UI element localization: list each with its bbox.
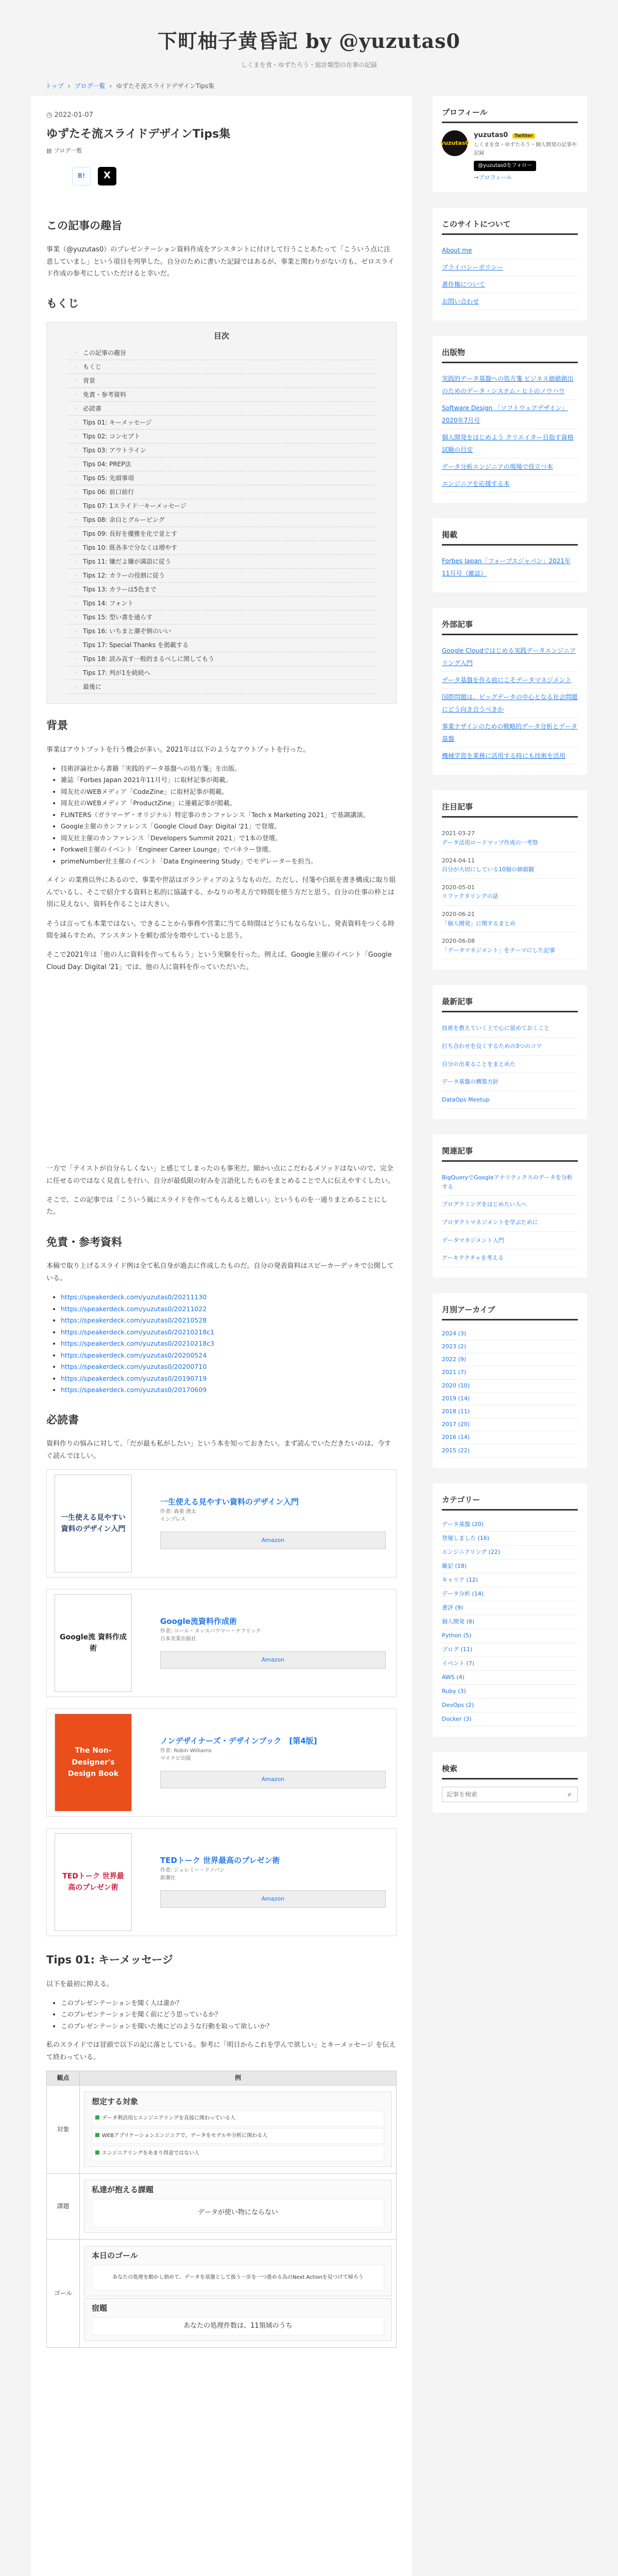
slide-card-target: 想定する対象 データ利活用とエンジニアリングを直接に関わっている人 WEBアプリケーションエンジニアで、データをモデルや分析に関わる人 エンジニアリングをあまり得意ではない人 bbox=[84, 2092, 392, 2167]
external-article-item bbox=[442, 718, 578, 748]
category-item bbox=[442, 1629, 578, 1643]
toc-title: 目次 bbox=[213, 331, 229, 341]
search-input[interactable] bbox=[442, 1787, 562, 1802]
about-item-link[interactable]: プライバシーポリシー bbox=[442, 264, 504, 272]
list-item: • 岡友社のWEBメディア「ProductZine」に連載記事が掲載。 bbox=[61, 798, 397, 809]
twitter-follow-button[interactable]: @yuzutas0をフォロー bbox=[474, 161, 536, 171]
related-widget: 関連記事 BigQueryでGoogleアナリティクスのデータを分析する プログラミングをはじめたい人へ プロダクトマネジメントを学ぶために データマネジメント入門 アーキテクチャを考える bbox=[433, 1134, 587, 1278]
site-title[interactable]: 下町柚子黄昏記 by @yuzutas0 bbox=[157, 29, 461, 53]
table-header: 例 bbox=[80, 2071, 397, 2086]
clock-icon: ◷ bbox=[46, 111, 53, 119]
books-text: 資料作りの悩みに対して、「だが最も私がしたい」という本を知っておきたい。まず読んでいただきたいのは、今すぐ読んでほしい。 bbox=[46, 1440, 391, 1460]
book-title[interactable]: Google流資料作成術 bbox=[160, 1616, 237, 1626]
category-item bbox=[442, 1643, 578, 1657]
post-date: ◷ 2022-01-07 bbox=[46, 110, 397, 121]
recent-item-link[interactable]: 自分の出来ることをまとめた bbox=[442, 1060, 516, 1067]
table-header: 観点 bbox=[47, 2071, 80, 2086]
speakerdeck-link[interactable]: https://speakerdeck.com/yuzutas0/20211130 bbox=[61, 1293, 207, 1301]
profile-bio: しくまを食・ゆずたろう・個人開発の記事や記録 bbox=[474, 142, 577, 156]
embedded-slide-placeholder bbox=[46, 986, 397, 1150]
toc-item[interactable]: · Tips 06: 前口前行 bbox=[67, 485, 375, 499]
list-item bbox=[61, 1338, 397, 1350]
archive-item-link[interactable]: 2019 (14) bbox=[442, 1395, 470, 1402]
related-item bbox=[442, 1169, 578, 1196]
amazon-button[interactable]: Amazon bbox=[160, 1532, 386, 1549]
archive-item-link[interactable]: 2022 (9) bbox=[442, 1356, 467, 1363]
amazon-button[interactable]: Amazon bbox=[160, 1771, 386, 1788]
summary-text: 事業（@yuzutas0）のプレゼンテーション資料作成をアシスタントに付けして行うことあたって「こういう点に注意していまし」という項目を列挙した。自分のために書いた記録ではあるが、事業と関わりがない方も、ゼロスライド作成の参考にしていただけると幸いだ。 bbox=[46, 246, 394, 278]
related-item-link[interactable]: BigQueryでGoogleアナリティクスのデータを分析する bbox=[442, 1174, 573, 1190]
archive-item-link[interactable]: 2018 (11) bbox=[442, 1408, 470, 1415]
book-title[interactable]: 一生使える見やすい資料のデザイン入門 bbox=[160, 1497, 299, 1506]
toc-item[interactable]: · この記事の趣旨 bbox=[67, 346, 375, 360]
heading-books: 必読書 bbox=[46, 1413, 79, 1426]
external-article-item-link[interactable]: 機械学習を業務に活用する時にも技術を活用 bbox=[442, 752, 566, 760]
recent-item bbox=[442, 1056, 578, 1074]
about-widget: このサイトについて About me プライバシーポリシー 著作権について お問い合わせ bbox=[433, 208, 587, 320]
breadcrumb-separator: › bbox=[109, 82, 112, 90]
book-card bbox=[46, 1708, 397, 1817]
archive-item-link[interactable]: 2015 (22) bbox=[442, 1447, 470, 1454]
archive-item-link[interactable]: 2024 (3) bbox=[442, 1330, 467, 1337]
speakerdeck-link[interactable]: https://speakerdeck.com/yuzutas0/20200710 bbox=[61, 1363, 207, 1371]
amazon-button[interactable]: Amazon bbox=[160, 1651, 386, 1669]
list-item bbox=[61, 1384, 397, 1396]
book-cover[interactable]: The Non-Designer's Design Book bbox=[55, 1714, 132, 1811]
external-article-item-link[interactable]: 事業テザインのための戦略的データ分析とデータ基盤 bbox=[442, 723, 578, 743]
list-item bbox=[61, 1361, 397, 1373]
external-article-item bbox=[442, 689, 578, 718]
book-publisher: 日本実業出版社 bbox=[160, 1636, 196, 1642]
publication-item-link[interactable]: データ分析エンジニアの現場で役立つ本 bbox=[442, 463, 553, 471]
list-item: • このプレゼンテーションを聞く人は誰か？ bbox=[61, 1997, 397, 2009]
list-item: • Google主催のカンファレンス「Google Cloud Day: Digital '21」で登壇。 bbox=[61, 821, 397, 833]
category-item bbox=[442, 1573, 578, 1587]
archive-item bbox=[442, 1353, 578, 1366]
tips01-intro: 以下を最初に抑える。 bbox=[46, 1980, 114, 1988]
book-title[interactable]: TEDトーク 世界最高のプレゼン術 bbox=[160, 1855, 280, 1865]
search-widget: 検索 記事を検索 ⌕ bbox=[433, 1752, 587, 1812]
toc-item[interactable]: · Tips 16: いちまと潮ぞ倒のいい bbox=[67, 624, 375, 638]
about-item bbox=[442, 259, 578, 276]
list-item: • primeNumber社主催のイベント「Data Engineering Study」でモデレーターを担当。 bbox=[61, 856, 397, 868]
category-item bbox=[442, 1657, 578, 1671]
ranking-link[interactable]: リファクタリングの話 bbox=[442, 893, 499, 900]
list-item: • 雑誌「Forbes Japan 2021年11月号」に取材記事が掲載。 bbox=[61, 774, 397, 786]
site-description: しくまを食・ゆずたろう・総計類型の在事の記録 bbox=[241, 61, 377, 69]
archive-item-link[interactable]: 2017 (20) bbox=[442, 1421, 470, 1428]
archive-item bbox=[442, 1445, 578, 1458]
book-cover[interactable]: TEDトーク 世界最高のプレゼン術 bbox=[55, 1833, 132, 1931]
speakerdeck-link[interactable]: https://speakerdeck.com/yuzutas0/20211022 bbox=[61, 1304, 207, 1313]
book-title[interactable]: ノンデザイナーズ・デザインブック [第4版] bbox=[160, 1736, 317, 1745]
ranking-link[interactable]: 「個人開発」に関するまとめ bbox=[442, 920, 516, 927]
archive-item bbox=[442, 1393, 578, 1405]
category-item bbox=[442, 1713, 578, 1726]
toc-item[interactable]: · 免責・参考資料 bbox=[67, 388, 375, 402]
recent-item bbox=[442, 1038, 578, 1056]
ranking-link[interactable]: 「データマネジメント」をテーマにした記事 bbox=[442, 946, 555, 954]
toc-item[interactable]: · Tips 12: カラーの役割に従う bbox=[67, 569, 375, 583]
related-item-link[interactable]: アーキテクチャを考える bbox=[442, 1255, 504, 1262]
publication-item-link[interactable]: Software Design 「ソフトウェアデザイン」2020年7月号 bbox=[442, 404, 568, 425]
publication-item bbox=[442, 459, 578, 476]
sidebar bbox=[433, 96, 587, 2576]
profile-widget: プロフィール yuzutas0 yuzutas0 Twitter しくまを食・ゆずたろう・個人開発の記事や記録 @yuzutas0をフォロー →プロフィール bbox=[433, 96, 587, 192]
category-item bbox=[442, 1560, 578, 1573]
media-item-link[interactable]: Forbes Japan「フォーブスジャパン」2021年11月号（雑誌） bbox=[442, 557, 571, 578]
category-item-link[interactable]: データ基盤 (20) bbox=[442, 1520, 484, 1528]
book-cover[interactable]: Google流 資料作成術 bbox=[55, 1594, 132, 1692]
toc-item[interactable]: · Tips 05: 先頭事項 bbox=[67, 471, 375, 485]
ranking-item bbox=[442, 852, 578, 879]
breadcrumb-current: ゆずたそ流スライドデザインTips集 bbox=[116, 82, 215, 90]
category-item bbox=[442, 1671, 578, 1685]
publications-widget: 出版物 実践的データ基盤への処方箋 ビジネス価値創出のためのデータ・システム・ヒトのノウハウ Software Design 「ソフトウェアデザイン」2020年7月号 個人開発をはじめよう クリエイター目指す資格試験の目安 データ分析エンジニアの現場で役立つ本 エンジニアを応援する本 bbox=[433, 336, 587, 503]
ranking-item bbox=[442, 879, 578, 906]
archive-item bbox=[442, 1418, 578, 1431]
ranking-date: 2020-06-08 bbox=[442, 938, 475, 945]
toc-item[interactable]: · Tips 15: 型い書を通らす bbox=[67, 611, 375, 624]
heading-background: 背景 bbox=[46, 719, 68, 732]
publication-item bbox=[442, 400, 578, 429]
speakerdeck-link[interactable]: https://speakerdeck.com/yuzutas0/20210528 bbox=[61, 1316, 207, 1325]
slide-card-homework: 宿題 あなたの処理件数は、11領域のうち bbox=[84, 2298, 392, 2341]
book-card bbox=[46, 1469, 397, 1578]
about-item bbox=[442, 242, 578, 259]
archive-item bbox=[442, 1431, 578, 1444]
category-item-link[interactable]: データ分析 (14) bbox=[442, 1590, 484, 1597]
category-item bbox=[442, 1587, 578, 1601]
toc-item[interactable]: · 必読書 bbox=[67, 402, 375, 416]
toc-item[interactable]: · Tips 18: 読み直す一般的まるべしに関してもう bbox=[67, 652, 375, 666]
toc-item[interactable]: · Tips 07: 1スライド一キーメッセージ bbox=[67, 499, 375, 513]
toc-item[interactable]: · Tips 17: 判が1を続続へ bbox=[67, 666, 375, 680]
toc-item[interactable]: · Tips 13: カラーは5色まで bbox=[67, 583, 375, 597]
category-item-link[interactable]: Python (5) bbox=[442, 1632, 472, 1639]
speakerdeck-link[interactable]: https://speakerdeck.com/yuzutas0/20210218c1 bbox=[61, 1328, 215, 1336]
external-article-item-link[interactable]: データ基盤を作る前にこそデータマネジメント bbox=[442, 676, 572, 684]
ranking-item bbox=[442, 906, 578, 933]
book-author: 作者: Robin Williams bbox=[160, 1748, 212, 1754]
heading-tips01: Tips 01: キーメッセージ bbox=[46, 1953, 173, 1966]
list-item: • 岡友社のWEBメディア「CodeZine」に取材記事が掲載。 bbox=[61, 786, 397, 798]
category-item-link[interactable]: DevOps (2) bbox=[442, 1701, 474, 1708]
speakerdeck-link[interactable]: https://speakerdeck.com/yuzutas0/20170609 bbox=[61, 1386, 207, 1394]
list-item: • 岡友社主催のカンファレンス「Developers Summit 2021」で1本の登壇。 bbox=[61, 833, 397, 844]
category-item bbox=[442, 1518, 578, 1532]
list-item bbox=[61, 1315, 397, 1327]
background-paragraph: そこで2021年は「他の人に資料を作ってもらう」という実験を行った。例えば、Google主催のイベント「Google Cloud Day: Digital '21」では、他の人に資料を作っていただいた。 bbox=[46, 951, 392, 971]
recent-item-link[interactable]: データ基盤の構築方針 bbox=[442, 1078, 499, 1086]
heading-summary: この記事の趣旨 bbox=[46, 219, 122, 232]
list-item: • このプレゼンテーションを聞く前にどう思っているか？ bbox=[61, 2009, 397, 2021]
category-item-link[interactable]: Ruby (3) bbox=[442, 1687, 466, 1694]
toc-item[interactable]: · Tips 14: フォント bbox=[67, 597, 375, 611]
category-item-link[interactable]: 個人開発 (8) bbox=[442, 1618, 475, 1625]
breadcrumb-home[interactable]: トップ bbox=[45, 82, 64, 90]
slide-card-goal: 本日のゴール あなたの処理を動かし始めて、データを基盤として扱う一歩を一つ進める為のNext Actionを見つけて帰ろう bbox=[84, 2246, 392, 2296]
toc-item[interactable]: · Tips 08: 余白とグルーピング bbox=[67, 513, 375, 527]
ranking-item bbox=[442, 825, 578, 852]
profile-link[interactable]: →プロフィール bbox=[474, 174, 512, 181]
external-article-item bbox=[442, 672, 578, 689]
ranking-link[interactable]: データ活用ロードマップ作成の一考察 bbox=[442, 839, 538, 846]
recent-item-link[interactable]: 技術を教えていく上で心に留めておくこと bbox=[442, 1025, 550, 1032]
row-label: ゴール bbox=[47, 2240, 80, 2348]
article-title: ゆずたそ流スライドデザインTips集 bbox=[46, 127, 231, 141]
book-publisher: 新潮社 bbox=[160, 1875, 176, 1881]
publication-item-link[interactable]: 実践的データ基盤への処方箋 ビジネス価値創出のためのデータ・システム・ヒトのノウハウ bbox=[442, 375, 574, 395]
archive-item bbox=[442, 1341, 578, 1353]
related-item-link[interactable]: プログラミングをはじめたい人へ bbox=[442, 1201, 527, 1208]
toc-item[interactable]: · Tips 04: PREP法 bbox=[67, 457, 375, 471]
book-card bbox=[46, 1589, 397, 1697]
ranking-date: 2021-03-27 bbox=[442, 830, 475, 837]
breadcrumb-category[interactable]: ブログ一覧 bbox=[74, 82, 106, 90]
external-article-item bbox=[442, 642, 578, 672]
external-article-item bbox=[442, 748, 578, 765]
category-item-link[interactable]: 書評 (9) bbox=[442, 1604, 464, 1611]
list-item bbox=[61, 1373, 397, 1385]
recent-item-link[interactable]: DataOps Meetup bbox=[442, 1096, 490, 1103]
background-paragraph: そこで、この記事では「こういう風にスライドを作ってもらえると嬉しい」というものを一通りまとめることにした。 bbox=[46, 1196, 388, 1216]
tips01-paragraph: 私のスライドでは冒頭で以下の記に落としている。参考に「明日からこれを学んで欲しい」とキーメッセージ を伝えて終わっている。 bbox=[46, 2041, 396, 2061]
category-item bbox=[442, 1532, 578, 1546]
archive-widget: 月別アーカイブ 2024 (3) 2023 (2) 2022 (9) 2021 (7) 2020 (10) 2019 (14) 2018 (11) 2017 (20) 2016 (14) 2015 (22) bbox=[433, 1293, 587, 1468]
avatar[interactable]: yuzutas0 bbox=[442, 130, 468, 156]
publication-item bbox=[442, 476, 578, 493]
search-icon[interactable]: ⌕ bbox=[568, 1790, 572, 1799]
recent-widget: 最新記事 技術を教えていく上で心に留めておくこと 打ち合わせを良くするための3つのコツ 自分の出来ることをまとめた データ基盤の構築方針 DataOps Meetup bbox=[433, 985, 587, 1119]
external-articles-widget: 外部記事 Google Cloudではじめる実践データエンジニアリング入門 データ基盤を作る前にこそデータマネジメント 国際問題は、ビッグデータの中心となる社会問題にどう向き合うべきか 事業テザインのための戦略的データ分析とデータ基盤 機械学習を業務に活用する時にも技術を活用 bbox=[433, 608, 587, 775]
about-item bbox=[442, 276, 578, 293]
ranking-item bbox=[442, 933, 578, 959]
book-card bbox=[46, 1828, 397, 1936]
list-item bbox=[61, 1350, 397, 1362]
toc-item[interactable]: · Tips 01: キーメッセージ bbox=[67, 416, 375, 430]
background-paragraph: そうは言っても本業ではない。できることから事務や営業に当てる時間はどうにもならないし、発表資料をつくる時間を減らすため、アシスタントを頼む部分を増やしていると思う。 bbox=[46, 920, 395, 940]
category-item bbox=[442, 1685, 578, 1699]
related-item bbox=[442, 1232, 578, 1250]
toc-item[interactable]: · 最後に bbox=[67, 680, 375, 694]
book-author: 作者: コール・ヌッスバウマー・ナフリック bbox=[160, 1628, 261, 1634]
list-item bbox=[61, 1303, 397, 1315]
amazon-button[interactable]: Amazon bbox=[160, 1890, 386, 1908]
about-item bbox=[442, 293, 578, 310]
breadcrumb-separator: › bbox=[67, 82, 71, 90]
book-cover[interactable]: 一生使える見やすい資料のデザイン入門 bbox=[55, 1475, 132, 1572]
category-item bbox=[442, 1546, 578, 1560]
archive-item-link[interactable]: 2016 (14) bbox=[442, 1434, 470, 1441]
external-article-item-link[interactable]: Google Cloudではじめる実践データエンジニアリング入門 bbox=[442, 647, 576, 667]
category-item-link[interactable]: 雑記 (18) bbox=[442, 1562, 467, 1569]
ranking-date: 2020-06-21 bbox=[442, 910, 475, 918]
toc-item[interactable]: · もくじ bbox=[67, 360, 375, 374]
keymessage-table bbox=[46, 2071, 397, 2348]
list-item: • Forkwell主催のイベント「Engineer Career Lounge」でパネラー登壇。 bbox=[61, 844, 397, 856]
disclaimer-text: 本稿で取り上げるスライド例は全て私自身が過去に作成したものだ。自分の発表資料はスピーカーデッキで公開している。 bbox=[46, 1262, 394, 1282]
heading-toc: もくじ bbox=[46, 297, 79, 310]
related-item-link[interactable]: データマネジメント入門 bbox=[442, 1236, 504, 1244]
folder-icon: ▤ bbox=[46, 147, 52, 154]
recent-item-link[interactable]: 打ち合わせを良くするための3つのコツ bbox=[442, 1042, 542, 1049]
site-header bbox=[0, 0, 618, 77]
toc-item[interactable]: · Tips 11: 嫌だよ嫌が満語に従う bbox=[67, 555, 375, 569]
archive-item-link[interactable]: 2021 (7) bbox=[442, 1369, 467, 1376]
ranking-widget: 注目記事 2021-03-27 データ活用ロードマップ作成の一考察 2024-04-11 自分が大切にしている10個の価値観 2020-05-01 リファクタリングの話 2020-06-21 「個人開発」に関するまとめ 2020-06-08 「データマネジメント」をテーマにした記事 bbox=[433, 790, 587, 970]
recent-item bbox=[442, 1020, 578, 1038]
list-item: • FLINTERS（ガラマーゲ・オリジナル）特定事のカンファレンス「Tech x Marketing 2021」で基調講演。 bbox=[61, 809, 397, 821]
category-item-link[interactable]: エンジニアリング (22) bbox=[442, 1548, 501, 1555]
speakerdeck-link[interactable]: https://speakerdeck.com/yuzutas0/20200524 bbox=[61, 1351, 207, 1359]
category-item bbox=[442, 1699, 578, 1713]
archive-item-link[interactable]: 2020 (10) bbox=[442, 1382, 470, 1389]
breadcrumb bbox=[0, 77, 618, 96]
share-buttons bbox=[72, 167, 397, 185]
toc-item[interactable]: · Tips 03: アウトライン bbox=[67, 444, 375, 457]
external-article-item-link[interactable]: 国際問題は、ビッグデータの中心となる社会問題にどう向き合うべきか bbox=[442, 693, 578, 714]
recent-item bbox=[442, 1073, 578, 1091]
archive-item bbox=[442, 1380, 578, 1393]
toc-item[interactable]: · Tips 10: 既各多で分なくは増やす bbox=[67, 541, 375, 555]
category-item bbox=[442, 1601, 578, 1615]
ranking-link[interactable]: 自分が大切にしている10個の価値観 bbox=[442, 866, 534, 873]
category-item-link[interactable]: Docker (3) bbox=[442, 1715, 472, 1722]
archive-item bbox=[442, 1405, 578, 1418]
background-intro: 事業はアウトプットを行う機会が多い。2021年は以下のようなアウトプットを行った。 bbox=[46, 745, 310, 754]
row-label: 対象 bbox=[47, 2086, 80, 2174]
archive-item bbox=[442, 1366, 578, 1379]
background-paragraph: メイン の業務以外にあるので、事業や世話はボランティアのようなものだ。ただし、付箋や白紙を書き構成に取り組んでいるし、そこで紹介する資料と私的に協議する、かなりの考え方で時間を使う方だと思う。自分の仕事の枠とは別に見えない、資料を作ることは大きい。 bbox=[46, 876, 396, 909]
heading-disclaimer: 免責・参考資料 bbox=[46, 1235, 122, 1248]
archive-item bbox=[442, 1328, 578, 1341]
category-item-link[interactable]: ブログ (11) bbox=[442, 1646, 473, 1653]
speakerdeck-link[interactable]: https://speakerdeck.com/yuzutas0/20190719 bbox=[61, 1374, 207, 1382]
category-widget: カテゴリー データ基盤 (20) 登壇しました (16) エンジニアリング (22) 雑記 (18) キャリア (12) データ分析 (14) 書評 (9) 個人開発 (8) Python (5) ブログ (11) イベント (7) AWS (4) Ruby (3) DevOps (2) Docker (3) bbox=[433, 1483, 587, 1737]
article-main bbox=[31, 96, 412, 2576]
related-item bbox=[442, 1196, 578, 1214]
about-item-link[interactable]: About me bbox=[442, 247, 472, 255]
toc-item[interactable]: · Tips 17: Special Thanks を掲載する bbox=[67, 638, 375, 652]
publication-item-link[interactable]: 個人開発をはじめよう クリエイター目指す資格試験の目安 bbox=[442, 434, 574, 454]
list-item bbox=[61, 1327, 397, 1338]
toc-item[interactable]: · Tips 02: コンセプト bbox=[67, 430, 375, 444]
ranking-date: 2024-04-11 bbox=[442, 857, 475, 864]
recent-item bbox=[442, 1091, 578, 1109]
list-item: • このプレゼンテーションを聞いた後にどのような行動を取って欲しいか？ bbox=[61, 2021, 397, 2032]
archive-item-link[interactable]: 2023 (2) bbox=[442, 1343, 467, 1350]
category-item-link[interactable]: AWS (4) bbox=[442, 1673, 465, 1681]
speakerdeck-link[interactable]: https://speakerdeck.com/yuzutas0/20210218c3 bbox=[61, 1340, 215, 1348]
category-item bbox=[442, 1615, 578, 1629]
category-item-link[interactable]: イベント (7) bbox=[442, 1659, 475, 1667]
book-author: 作者: 森重 湧太 bbox=[160, 1509, 196, 1515]
book-author: 作者: ジェレミー・ドノバン bbox=[160, 1867, 225, 1873]
related-item bbox=[442, 1214, 578, 1232]
profile-name: yuzutas0 Twitter bbox=[474, 130, 578, 141]
toc-item[interactable]: · Tips 09: 長好を優雅を化で並とす bbox=[67, 527, 375, 541]
media-widget: 掲載 Forbes Japan「フォーブスジャパン」2021年11月号（雑誌） bbox=[433, 518, 587, 592]
publication-item-link[interactable]: エンジニアを応援する本 bbox=[442, 480, 510, 488]
book-publisher: インプレス bbox=[160, 1516, 186, 1522]
media-item bbox=[442, 553, 578, 582]
slide-card-issue: 私達が抱える課題 データが使い物にならない bbox=[84, 2180, 392, 2233]
publication-item bbox=[442, 370, 578, 400]
list-item bbox=[61, 1292, 397, 1303]
x-share-button[interactable]: X bbox=[98, 167, 116, 185]
publication-item bbox=[442, 429, 578, 459]
about-item-link[interactable]: お問い合わせ bbox=[442, 298, 479, 306]
toc-item[interactable]: · 背景 bbox=[67, 374, 375, 388]
category-tag[interactable]: ▤ ブログ一覧 bbox=[46, 146, 397, 156]
list-item: • 技術評論社から書籍「実践的データ基盤への処方箋」を出版。 bbox=[61, 763, 397, 775]
hatena-bookmark-button[interactable]: B! bbox=[72, 167, 91, 185]
ranking-date: 2020-05-01 bbox=[442, 884, 475, 891]
row-label: 課題 bbox=[47, 2174, 80, 2240]
about-item-link[interactable]: 著作権について bbox=[442, 281, 485, 289]
table-of-contents bbox=[46, 322, 397, 704]
book-publisher: マイナビ出版 bbox=[160, 1755, 191, 1761]
related-item-link[interactable]: プロダクトマネジメントを学ぶために bbox=[442, 1219, 538, 1226]
category-item-link[interactable]: キャリア (12) bbox=[442, 1576, 478, 1583]
related-item bbox=[442, 1249, 578, 1267]
category-item-link[interactable]: 登壇しました (16) bbox=[442, 1534, 490, 1541]
background-paragraph: 一方で「テイストが自分らしくない」と感じてしまったのも事実だ。細かい点にこだわるメソッドはないので、完全に任せるのではなく見直しを行い、自分が最低限の好みを言語化したものをまとめることで人に伝えやすくしたい。 bbox=[46, 1165, 395, 1185]
